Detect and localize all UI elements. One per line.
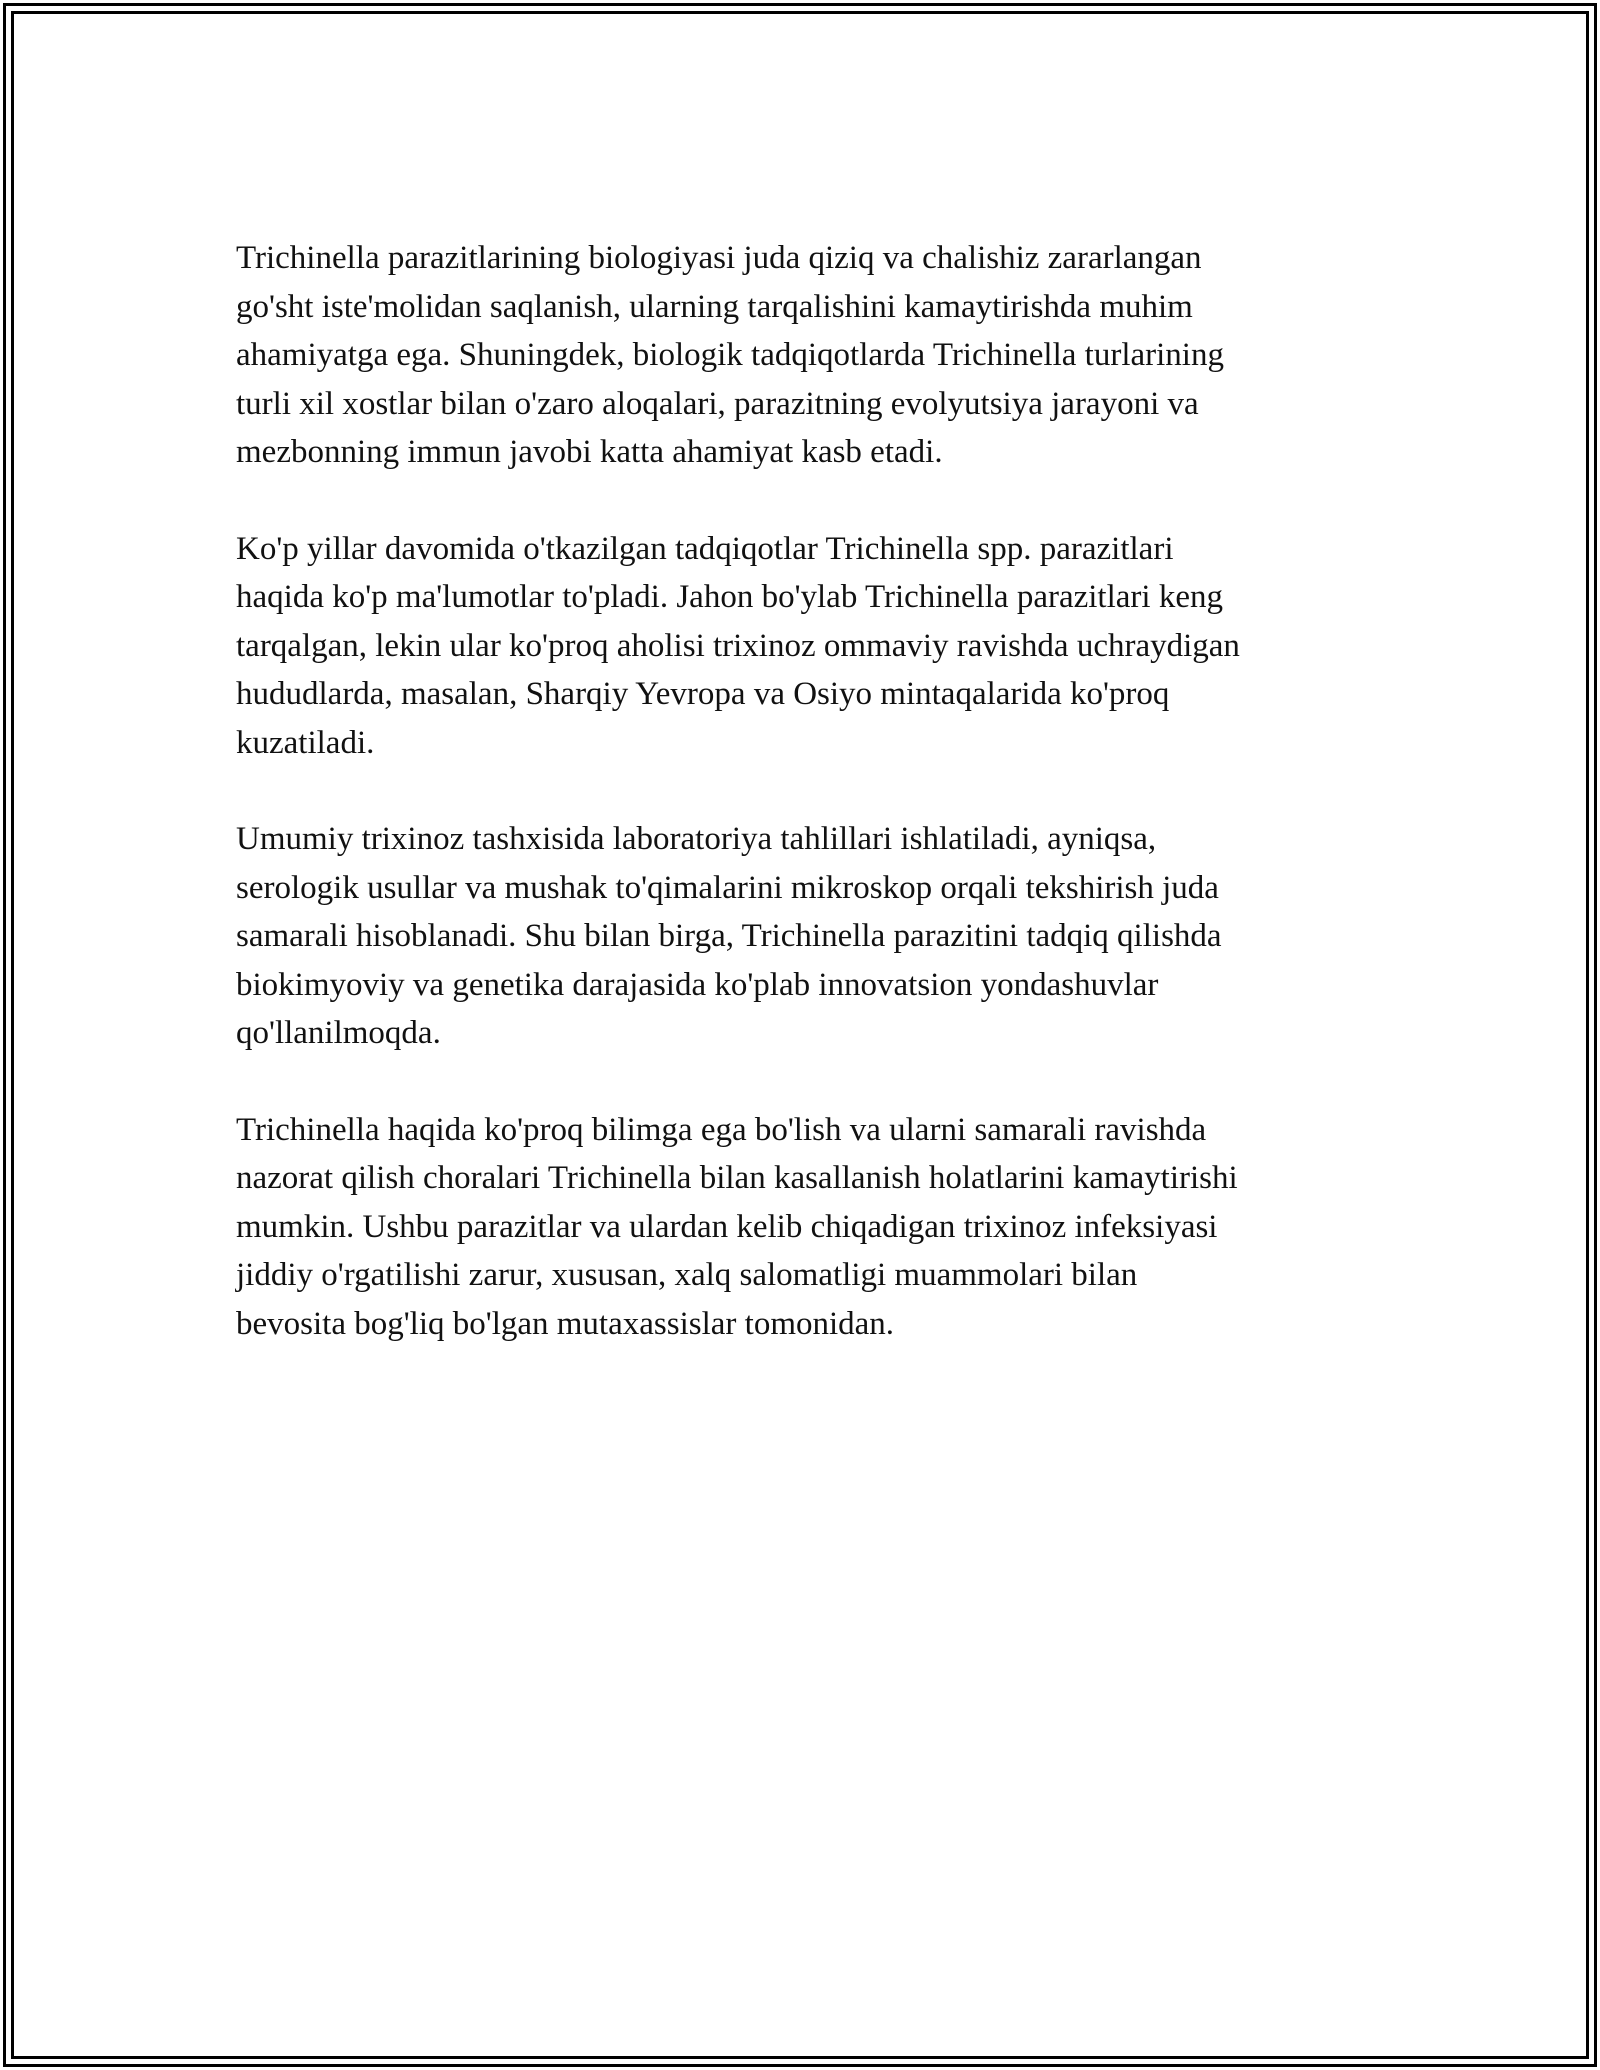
paragraph-4: Trichinella haqida ko'proq bilimga ega bo'lish va ularni samarali ravishda nazorat qilish choralari Trichinella bilan kasallanish holatlarini kamaytirishi mumkin. Ushbu parazitlar va ulardan kelib chiqadigan trixinoz infeksiyasi jiddiy o'rgatilishi zarur, xususan, xalq salomatligi muammolari bilan bevosita bog'liq bo'lgan mutaxassislar tomonidan. (236, 1111, 1238, 1342)
paragraph-1: Trichinella parazitlarining biologiyasi juda qiziq va chalishiz zararlangan go'sht iste'molidan saqlanish, ularning tarqalishini kamaytirishda muhim ahamiyatga ega. Shuningdek, biologik tadqiqotlarda Trichinella turlarining turli xil xostlar bilan o'zaro aloqalari, parazitning evolyutsiya jarayoni va mezbonning immun javobi katta ahamiyat kasb etadi. (236, 240, 1224, 470)
document-body (236, 234, 1366, 1396)
paragraph-2: Ko'p yillar davomida o'tkazilgan tadqiqotlar Trichinella spp. parazitlari haqida ko'p ma'lumotlar to'pladi. Jahon bo'ylab Trichinella parazitlari keng tarqalgan, lekin ular ko'proq aholisi trixinoz ommaviy ravishda uchraydigan hududlarda, masalan, Sharqiy Yevropa va Osiyo mintaqalarida ko'proq kuzatiladi. (236, 530, 1240, 761)
paragraph-3: Umumiy trixinoz tashxisida laboratoriya tahlillari ishlatiladi, ayniqsa, serologik usullar va mushak to'qimalarini mikroskop orqali tekshirish juda samarali hisoblanadi. Shu bilan birga, Trichinella parazitini tadqiq qilishda biokimyoviy va genetika darajasida ko'plab innovatsion yondashuvlar qo'llanilmoqda. (236, 821, 1222, 1051)
